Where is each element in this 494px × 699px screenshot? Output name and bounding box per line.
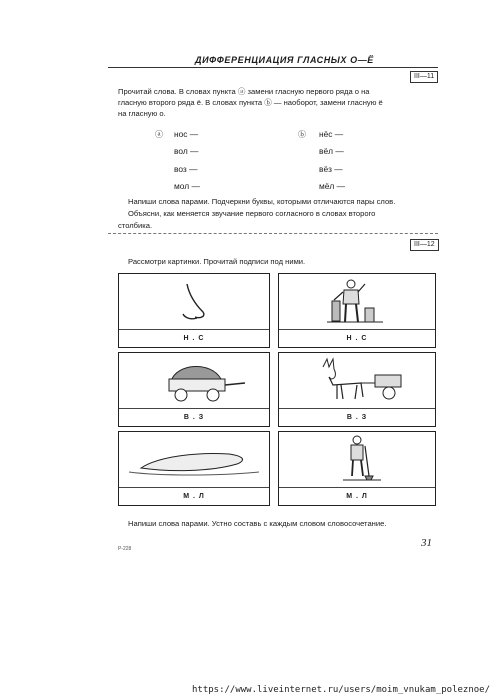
nose-illustration (119, 274, 269, 329)
sandbar-illustration (119, 432, 269, 487)
card-divider (119, 408, 269, 409)
word-b-2: вёл — (319, 146, 344, 156)
picture-card-donkey (278, 352, 436, 427)
word-b-3: вёз — (319, 164, 343, 174)
picture-card-nose (118, 273, 270, 348)
word-a-2: вол — (174, 146, 199, 156)
task-line-3: столбика. (118, 221, 153, 230)
task-line-2: Объясни, как меняется звучание первого согласного в словах второго (128, 209, 376, 218)
sweeping-boy-illustration (279, 432, 435, 487)
exercise-number-2: III—12 (410, 239, 439, 251)
word-b-1: нёс — (319, 129, 344, 139)
card-divider (119, 329, 269, 330)
picture-card-carrying-man (278, 273, 436, 348)
header-rule (108, 67, 438, 68)
print-code: P-228 (118, 546, 132, 552)
instruction-line-1: Прочитай слова. В словах пункта ⓐ замени гласную первого ряда о на (118, 87, 370, 96)
caption-4: В . З (346, 414, 368, 421)
card-divider (279, 408, 435, 409)
marker-b: ⓑ (298, 130, 306, 139)
exercise-number-1: III—11 (410, 71, 438, 83)
picture-card-shore (118, 431, 270, 506)
page-title: ДИФФЕРЕНЦИАЦИЯ ГЛАСНЫХ О—Ё (195, 55, 374, 65)
instruction-line-2: гласную второго ряда ё. В словах пункта ⓑ — наоборот, замени гласную ё (118, 98, 383, 107)
hay-cart-illustration (119, 353, 269, 408)
exercise2-task: Напиши слова парами. Устно составь с каждым словом словосочетание. (128, 519, 387, 528)
caption-6: М . Л (346, 493, 368, 500)
caption-3: В . З (183, 414, 205, 421)
picture-card-cart (118, 352, 270, 427)
word-a-1: нос — (174, 129, 199, 139)
section-divider (108, 233, 438, 234)
caption-5: М . Л (183, 493, 205, 500)
caption-1: Н . С (183, 335, 205, 342)
card-divider (279, 329, 435, 330)
marker-a: ⓐ (155, 130, 163, 139)
source-url[interactable]: https://www.liveinternet.ru/users/moim_vnukam_poleznoe/ (191, 685, 490, 695)
donkey-cart-illustration (279, 353, 435, 408)
task-line-1: Напиши слова парами. Подчеркни буквы, которыми отличаются пары слов. (128, 197, 396, 206)
word-a-4: мол — (174, 181, 200, 191)
instruction-line-3: на гласную о. (118, 109, 166, 118)
word-b-4: мёл — (319, 181, 346, 191)
caption-2: Н . С (346, 335, 368, 342)
card-divider (119, 487, 269, 488)
carrying-man-illustration (279, 274, 435, 329)
page-number: 31 (421, 537, 432, 549)
picture-card-sweeper (278, 431, 436, 506)
exercise2-instruction: Рассмотри картинки. Прочитай подписи под ними. (128, 257, 306, 266)
card-divider (279, 487, 435, 488)
word-a-3: воз — (174, 164, 198, 174)
